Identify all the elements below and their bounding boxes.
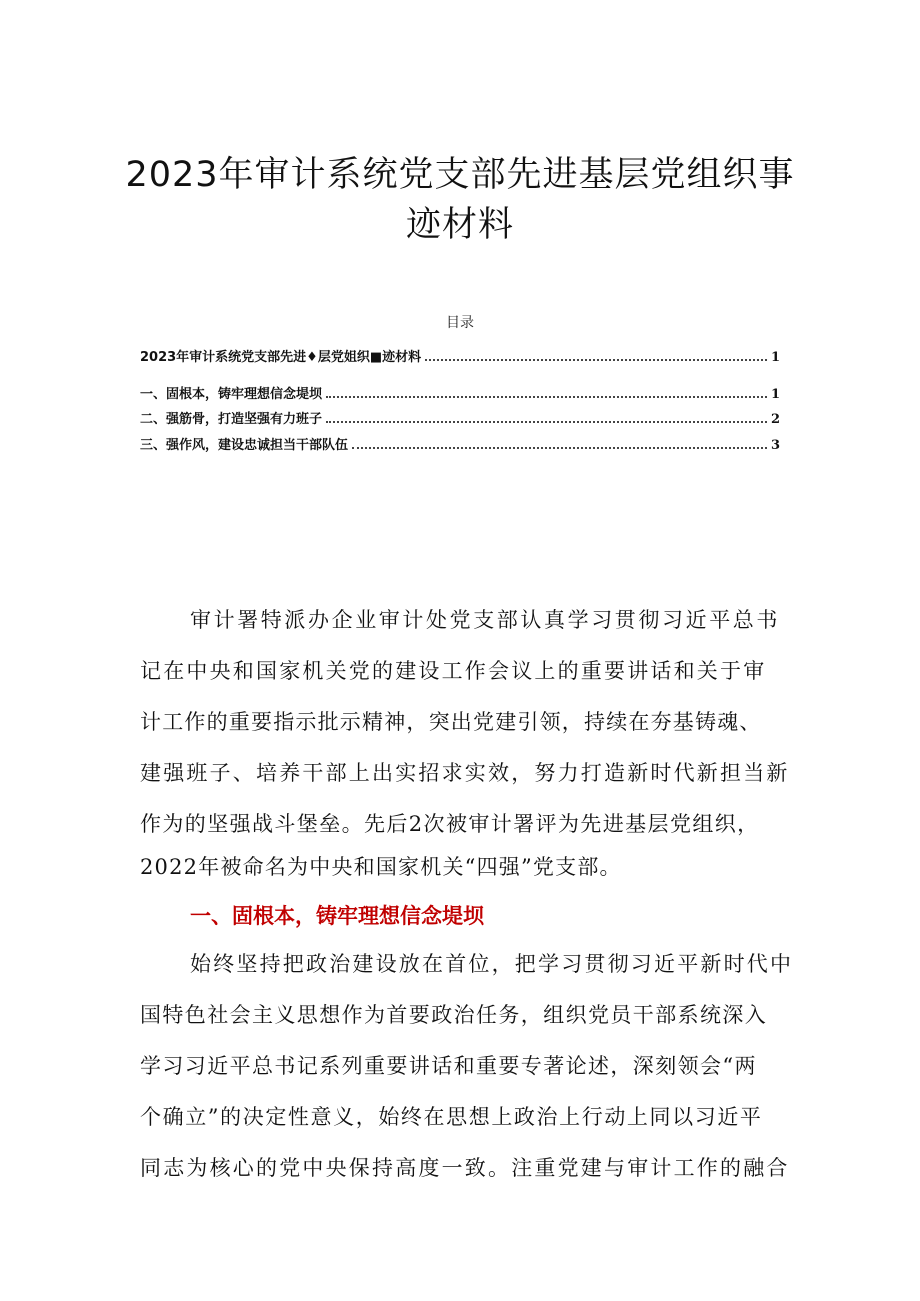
toc-leader-dots xyxy=(425,358,767,361)
intro-paragraph-line: 建强班子、培养干部上出实招求实效，努力打造新时代新担当新 xyxy=(140,761,790,785)
intro-paragraph-line: 作为的坚强战斗堡垒。先后2次被审计署评为先进基层党组织， xyxy=(140,812,760,836)
toc-leader-dots xyxy=(326,420,767,423)
intro-paragraph-line: 2022年被命名为中央和国家机关“四强”党支部。 xyxy=(140,855,622,879)
section-1-paragraph-line: 同志为核心的党中央保持高度一致。注重党建与审计工作的融合 xyxy=(140,1156,790,1180)
toc-entry-text: 三、强作风，建设忠诚担当干部队伍 xyxy=(140,438,349,453)
intro-paragraph-line: 计工作的重要指示批示精神，突出党建引领，持续在夯基铸魂、 xyxy=(140,710,762,734)
toc-entry-page: 1 xyxy=(770,387,780,402)
toc-entry[interactable] xyxy=(140,382,780,402)
toc-entry[interactable] xyxy=(140,407,780,427)
toc-entry-page: 2 xyxy=(770,412,780,427)
section-1-paragraph-line: 学习习近平总书记系列重要讲话和重要专著论述，深刻领会“两 xyxy=(140,1054,757,1078)
toc-heading: 目录 xyxy=(446,315,474,331)
toc-leader-dots xyxy=(326,395,767,398)
document-title-line-2: 迹材料 xyxy=(405,205,514,245)
toc-entry-page: 3 xyxy=(770,438,780,453)
toc-leader-dots xyxy=(352,446,767,449)
toc-entry-text: 二、强筋骨，打造坚强有力班子 xyxy=(140,412,323,427)
toc-entry-page: 1 xyxy=(770,350,780,365)
toc-entry-text: 一、固根本，铸牢理想信念堤坝 xyxy=(140,387,323,402)
section-1-paragraph-line: 个确立”的决定性意义，始终在思想上政治上行动上同以习近平 xyxy=(140,1105,763,1129)
section-1-heading: 一、固根本，铸牢理想信念堤坝 xyxy=(190,904,484,928)
section-1-paragraph-line: 国特色社会主义思想作为首要政治任务，组织党员干部系统深入 xyxy=(140,1003,768,1027)
intro-paragraph-line: 审计署特派办企业审计处党支部认真学习贯彻习近平总书 xyxy=(190,608,780,632)
toc-entry[interactable] xyxy=(140,345,780,365)
intro-paragraph-line: 记在中央和国家机关党的建设工作会议上的重要讲话和关于审 xyxy=(140,659,767,683)
toc-entry-text: 2023年审计系统党支部先进♦层党姐织■迹材料 xyxy=(140,350,422,365)
toc-entry[interactable] xyxy=(140,433,780,453)
section-1-paragraph-line: 始终坚持把政治建设放在首位，把学习贯彻习近平新时代中 xyxy=(190,952,794,976)
document-title-line-1: 2023年审计系统党支部先进基层党组织事 xyxy=(125,155,795,195)
